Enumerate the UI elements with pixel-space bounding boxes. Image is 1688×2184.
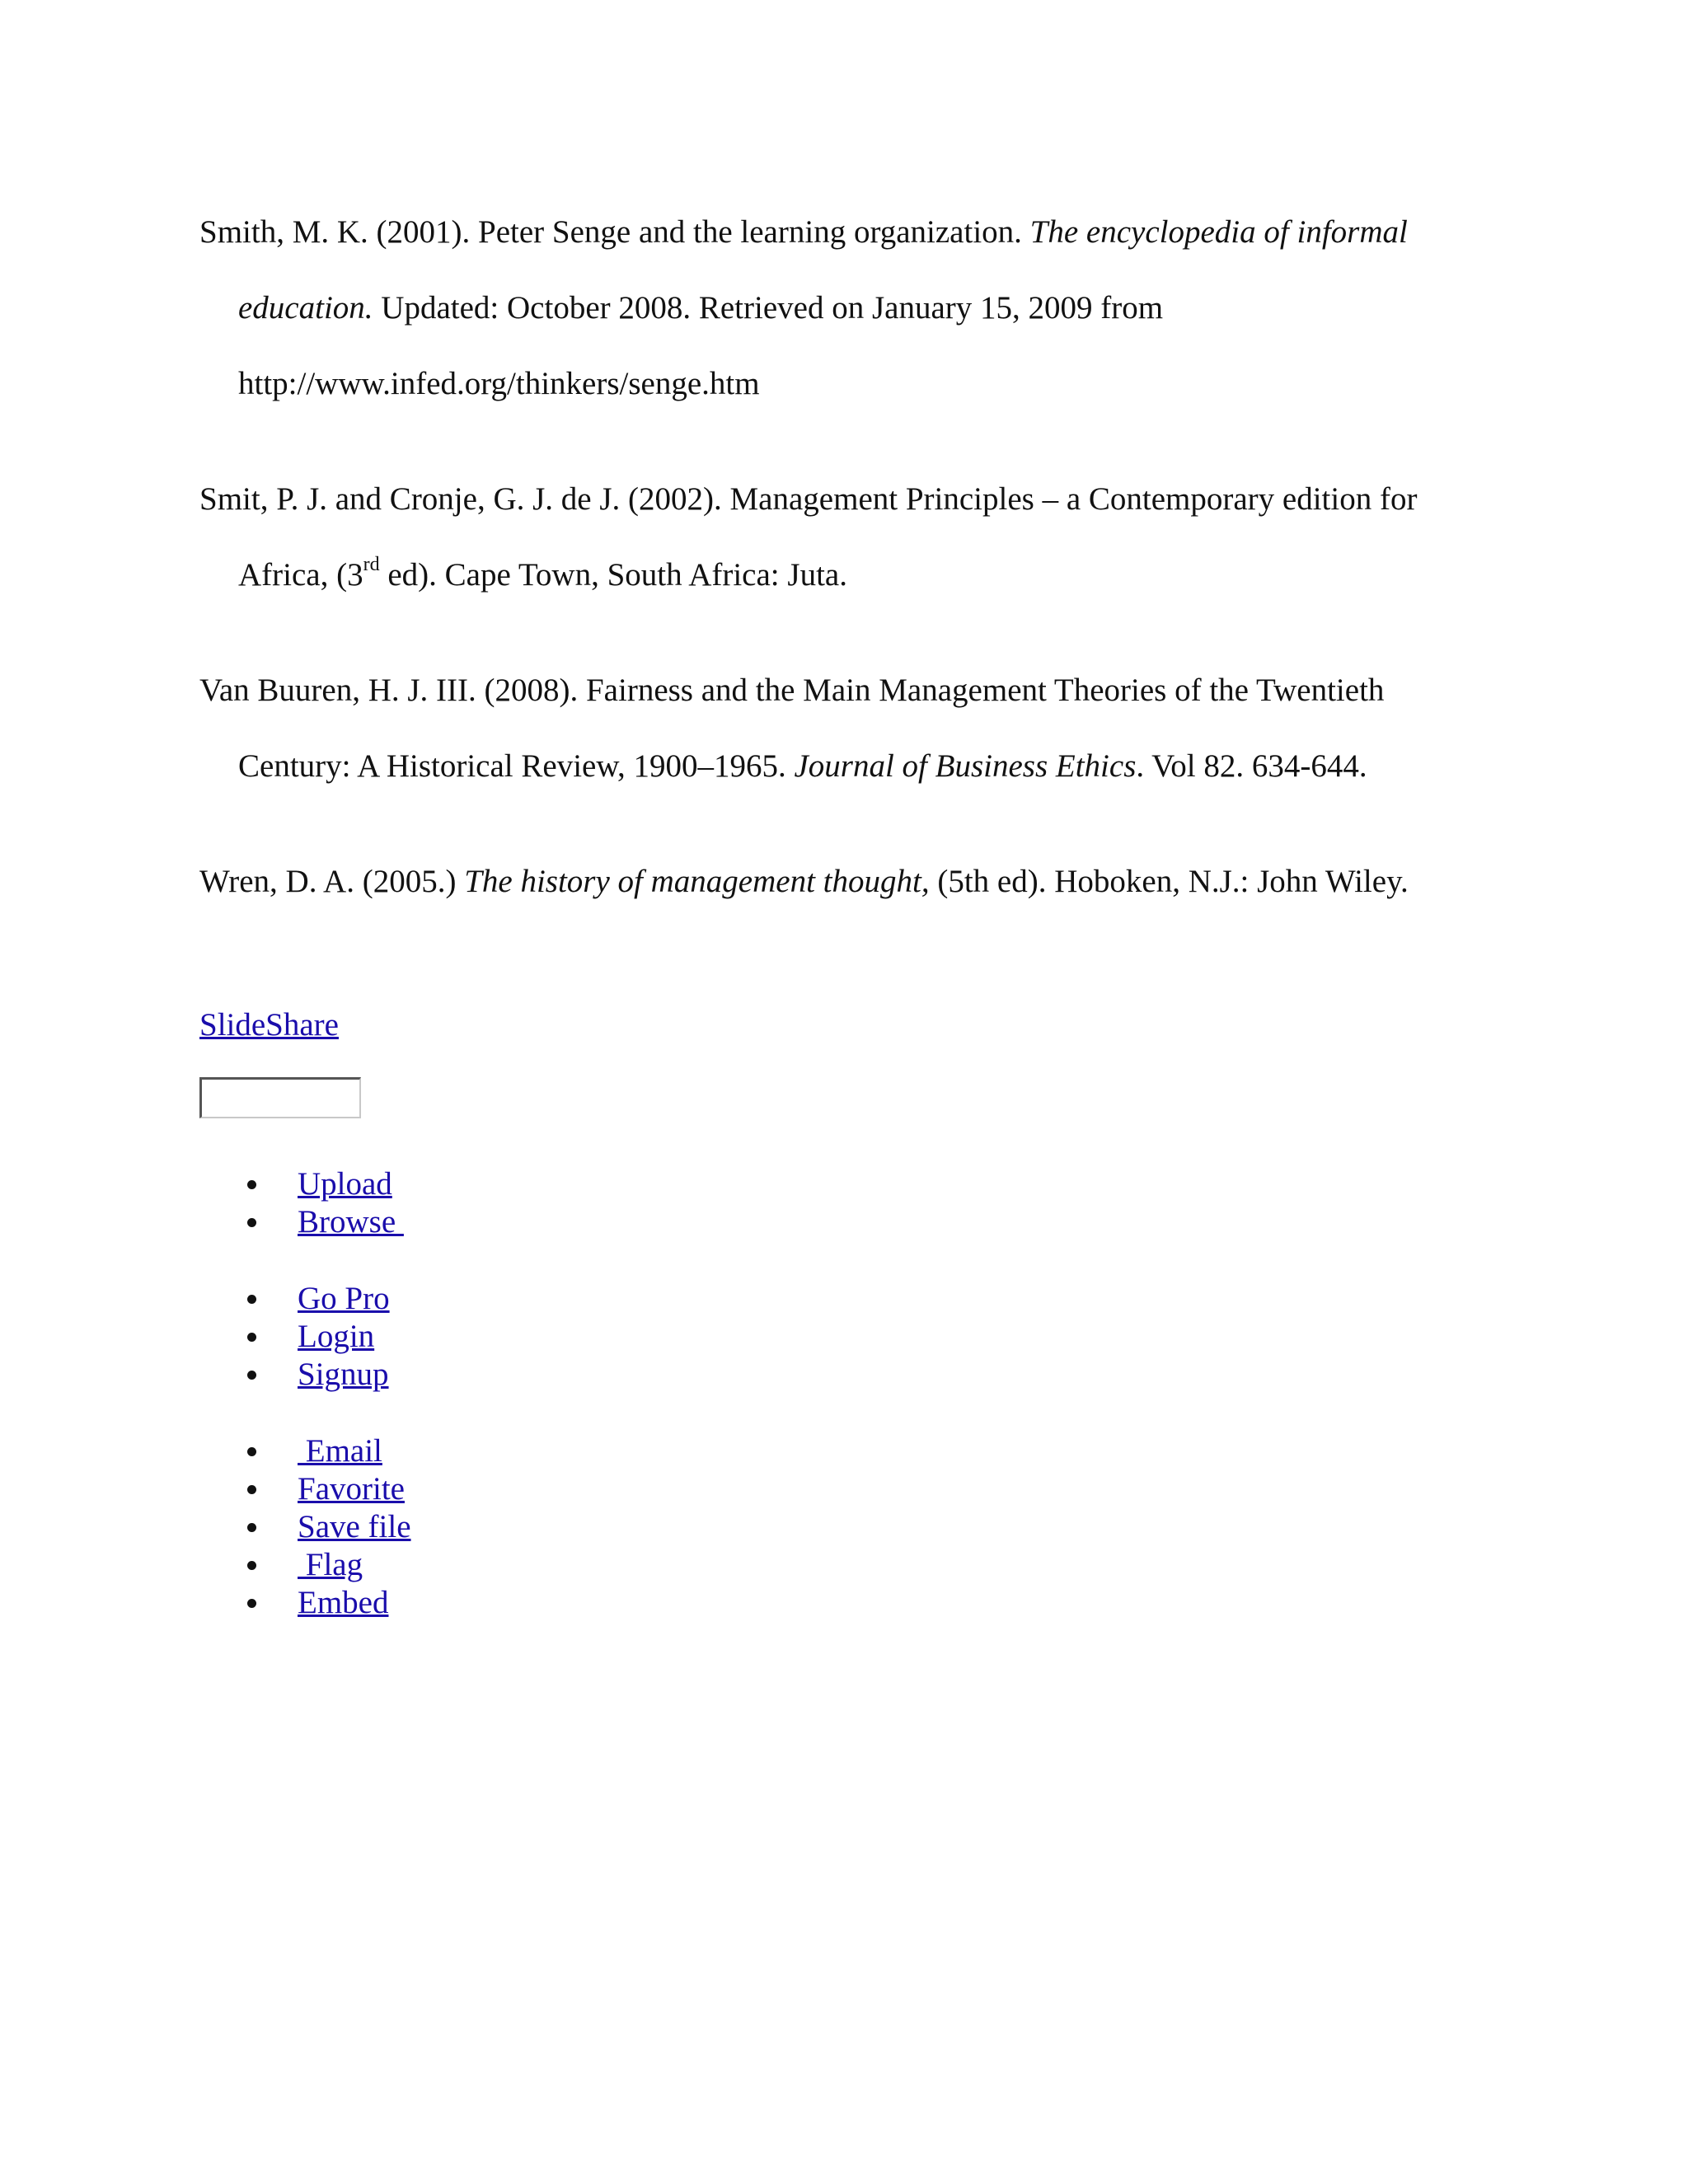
- email-link[interactable]: Email: [298, 1433, 382, 1469]
- reference-journal: Journal of Business Ethics: [794, 748, 1137, 784]
- reference-text: Updated: October 2008. Retrieved on January 15, 2009 from http://www.infed.org/thinkers/senge.htm: [238, 290, 1164, 401]
- bullet-icon: [247, 1599, 256, 1608]
- bullet-icon: [247, 1485, 256, 1494]
- bullet-icon: [247, 1295, 256, 1304]
- reference-list: [199, 194, 1502, 920]
- reference-superscript: rd: [363, 554, 380, 575]
- bullet-icon: [247, 1561, 256, 1570]
- reference-smit: [199, 462, 1502, 613]
- go-pro-link[interactable]: Go Pro: [298, 1281, 390, 1316]
- save-file-link[interactable]: Save file: [298, 1509, 411, 1544]
- bullet-icon: [247, 1180, 256, 1189]
- login-link[interactable]: Login: [298, 1319, 375, 1354]
- flag-link[interactable]: Flag: [298, 1547, 363, 1582]
- bullet-icon: [247, 1371, 256, 1380]
- browse-link[interactable]: Browse: [298, 1204, 404, 1240]
- reference-text: . Vol 82. 634-644.: [1136, 748, 1367, 784]
- signup-link[interactable]: Signup: [298, 1357, 389, 1392]
- bullet-icon: [247, 1218, 256, 1227]
- bullet-icon: [247, 1523, 256, 1532]
- upload-link[interactable]: Upload: [298, 1166, 392, 1202]
- bullet-icon: [247, 1333, 256, 1342]
- favorite-link[interactable]: Favorite: [298, 1471, 405, 1507]
- bullet-icon: [247, 1447, 256, 1456]
- slideshare-link[interactable]: SlideShare: [199, 1007, 339, 1043]
- reference-smith: [199, 194, 1502, 422]
- reference-title: The history of management thought,: [464, 864, 930, 899]
- reference-title: The encyclopedia of informal education.: [238, 214, 1408, 326]
- reference-text: ed). Cape Town, South Africa: Juta.: [379, 557, 847, 593]
- reference-text: Smith, M. K. (2001). Peter Senge and the learning organization.: [199, 214, 1030, 250]
- embed-link[interactable]: Embed: [298, 1585, 389, 1620]
- reference-text: Wren, D. A. (2005.): [199, 864, 465, 899]
- reference-van-buuren: [199, 653, 1502, 804]
- reference-wren: [199, 844, 1502, 920]
- reference-text: Van Buuren, H. J. III. (2008). Fairness and the Main Management Theories of the Twentieth Century: A Historical Review, 1900–1965.: [199, 673, 1385, 784]
- reference-text: Smit, P. J. and Cronje, G. J. de J. (2002). Management Principles – a Contemporary edition for Africa, (3: [199, 481, 1418, 593]
- search-input[interactable]: [199, 1077, 361, 1118]
- reference-text: (5th ed). Hoboken, N.J.: John Wiley.: [929, 864, 1409, 899]
